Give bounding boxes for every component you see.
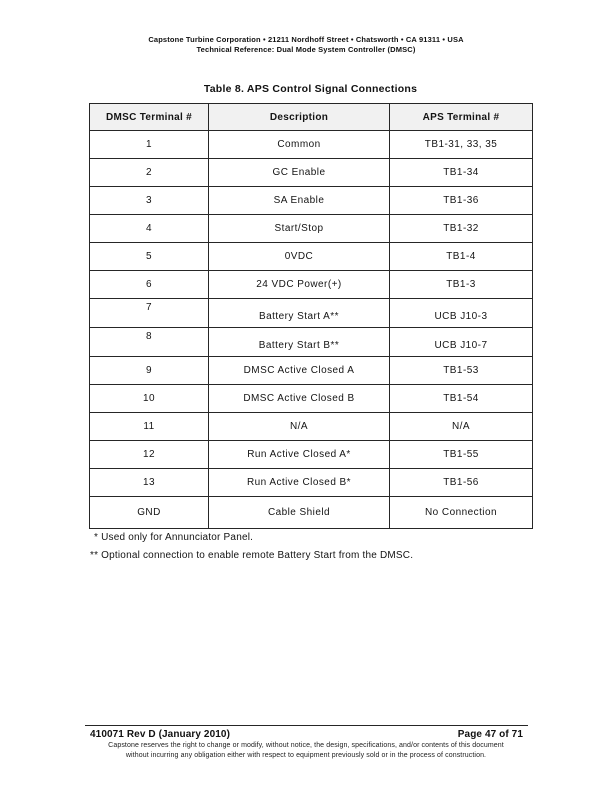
- cell-dmsc-terminal: 9: [90, 357, 209, 385]
- table-row: [90, 497, 533, 529]
- cell-aps-terminal: UCB J10-3: [390, 299, 533, 328]
- column-header-aps-terminal: APS Terminal #: [390, 104, 533, 131]
- table-row: [90, 385, 533, 413]
- table-header: [90, 104, 533, 131]
- cell-aps-terminal: TB1-54: [390, 385, 533, 413]
- footnote-battery-start: ** Optional connection to enable remote Battery Start from the DMSC.: [90, 549, 414, 561]
- table-row: [90, 187, 533, 215]
- aps-connections-table: [89, 103, 533, 529]
- cell-aps-terminal: TB1-36: [390, 187, 533, 215]
- cell-aps-terminal: TB1-3: [390, 271, 533, 299]
- running-header: [0, 35, 612, 55]
- cell-description: 0VDC: [209, 243, 390, 271]
- footer-disclaimer: [0, 741, 612, 760]
- table-header-row: [90, 104, 533, 131]
- cell-dmsc-terminal: 1: [90, 131, 209, 159]
- cell-description: Common: [209, 131, 390, 159]
- table-row: [90, 469, 533, 497]
- page-footer: [90, 729, 523, 740]
- cell-description: Cable Shield: [209, 497, 390, 529]
- cell-aps-terminal: TB1-34: [390, 159, 533, 187]
- table-row: [90, 299, 533, 328]
- table-row: [90, 271, 533, 299]
- cell-description: Start/Stop: [209, 215, 390, 243]
- cell-aps-terminal: TB1-4: [390, 243, 533, 271]
- cell-aps-terminal: TB1-53: [390, 357, 533, 385]
- cell-description: SA Enable: [209, 187, 390, 215]
- table-row: [90, 328, 533, 357]
- cell-aps-terminal: UCB J10-7: [390, 328, 533, 357]
- page-number: Page 47 of 71: [457, 729, 523, 740]
- footer-divider: [85, 725, 528, 726]
- column-header-description: Description: [209, 104, 390, 131]
- cell-dmsc-terminal: 10: [90, 385, 209, 413]
- cell-dmsc-terminal: 3: [90, 187, 209, 215]
- footnotes: [90, 529, 533, 564]
- cell-dmsc-terminal: 7: [90, 299, 209, 328]
- table-row: [90, 357, 533, 385]
- cell-description: DMSC Active Closed A: [209, 357, 390, 385]
- table-body: [90, 131, 533, 529]
- cell-description: N/A: [209, 413, 390, 441]
- cell-aps-terminal: No Connection: [390, 497, 533, 529]
- table-row: [90, 131, 533, 159]
- cell-aps-terminal: TB1-31, 33, 35: [390, 131, 533, 159]
- table-row: [90, 159, 533, 187]
- cell-dmsc-terminal: 2: [90, 159, 209, 187]
- company-address-line: Capstone Turbine Corporation • 21211 Nordhoff Street • Chatsworth • CA 91311 • USA: [148, 35, 464, 44]
- cell-description: Run Active Closed A*: [209, 441, 390, 469]
- disclaimer-line-2: without incurring any obligation either with respect to equipment previously sold or in the process of construction.: [125, 751, 487, 759]
- footnote-annunciator-panel: * Used only for Annunciator Panel.: [94, 532, 254, 543]
- table-row: [90, 441, 533, 469]
- cell-aps-terminal: TB1-56: [390, 469, 533, 497]
- cell-dmsc-terminal: 12: [90, 441, 209, 469]
- cell-dmsc-terminal: 5: [90, 243, 209, 271]
- disclaimer-line-1: Capstone reserves the right to change or modify, without notice, the design, specifications, and/or contents of this document: [108, 742, 504, 749]
- cell-dmsc-terminal: GND: [90, 497, 209, 529]
- cell-aps-terminal: TB1-55: [390, 441, 533, 469]
- cell-description: Battery Start B**: [209, 328, 390, 357]
- cell-description: Run Active Closed B*: [209, 469, 390, 497]
- cell-dmsc-terminal: 11: [90, 413, 209, 441]
- cell-aps-terminal: N/A: [390, 413, 533, 441]
- column-header-dmsc-terminal: DMSC Terminal #: [90, 104, 209, 131]
- table-row: [90, 243, 533, 271]
- cell-description: GC Enable: [209, 159, 390, 187]
- cell-dmsc-terminal: 8: [90, 328, 209, 357]
- document-revision: 410071 Rev D (January 2010): [90, 729, 231, 740]
- cell-description: Battery Start A**: [209, 299, 390, 328]
- document-subtitle-line: Technical Reference: Dual Mode System Controller (DMSC): [196, 45, 416, 54]
- cell-description: 24 VDC Power(+): [209, 271, 390, 299]
- cell-dmsc-terminal: 4: [90, 215, 209, 243]
- table-row: [90, 215, 533, 243]
- cell-dmsc-terminal: 6: [90, 271, 209, 299]
- cell-description: DMSC Active Closed B: [209, 385, 390, 413]
- table-title: Table 8. APS Control Signal Connections: [203, 83, 418, 95]
- cell-dmsc-terminal: 13: [90, 469, 209, 497]
- table-row: [90, 413, 533, 441]
- cell-aps-terminal: TB1-32: [390, 215, 533, 243]
